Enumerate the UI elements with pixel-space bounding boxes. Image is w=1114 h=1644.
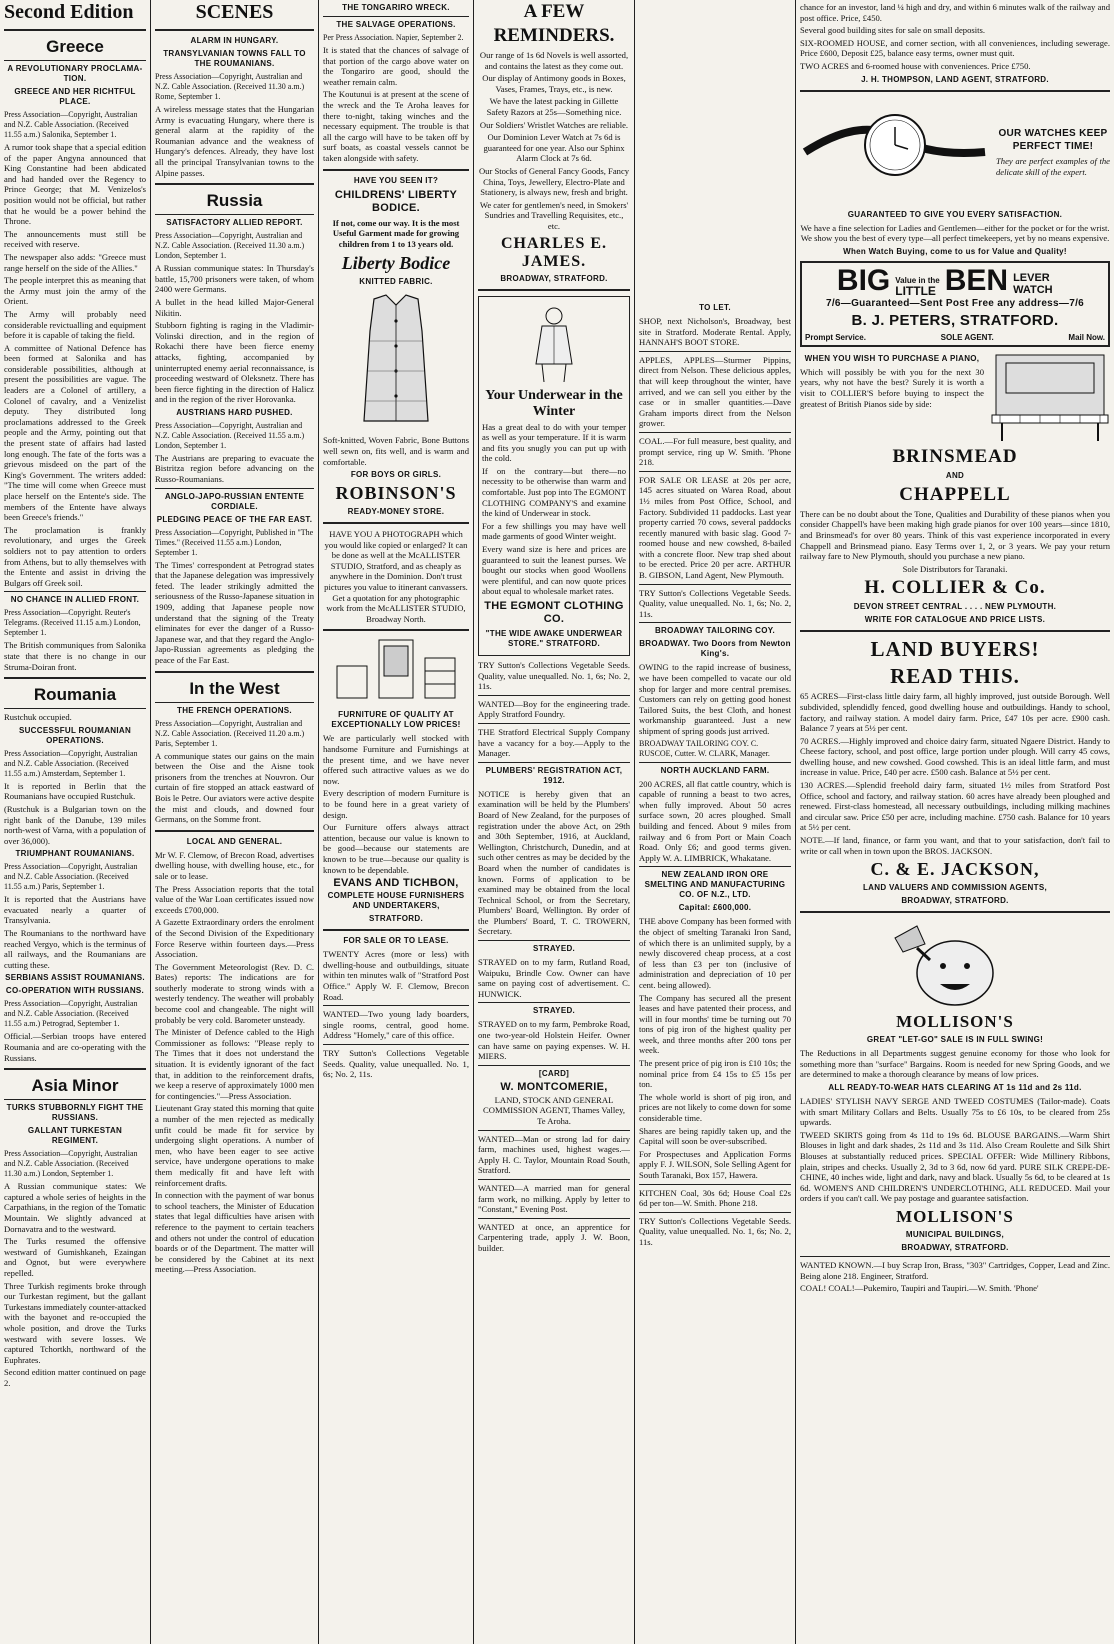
ad-subheading: FOR BOYS OR GIRLS. [350, 470, 442, 480]
big-ben-ad [800, 261, 1110, 347]
ad-trademark: KNITTED FABRIC. [359, 277, 433, 287]
article-paragraph: A Russian communique states: In Thursday's battle, 15,700 prisoners were taken, of whom 2400 were Germans. [155, 263, 314, 295]
ad-footer: Mail Now. [1068, 332, 1105, 342]
subheading: THE FRENCH OPERATIONS. [177, 705, 292, 715]
ad-subheading: Capital: £600,000. [678, 903, 752, 913]
ad-subheading: BROADWAY. Two Doors from Newton King's. [639, 639, 791, 659]
furniture-icon [331, 636, 461, 706]
article-paragraph: It is reported that the Austrians have evacuated nearly a quarter of Transylvania. [4, 894, 146, 926]
section-heading-asia-minor: Asia Minor [31, 1076, 119, 1096]
ad-title: CHILDRENS' LIBERTY BODICE. [334, 188, 458, 214]
watches-title: OUR WATCHES KEEP PERFECT TIME! [998, 127, 1108, 152]
ad-town: STRATFORD. [369, 914, 423, 924]
article-paragraph: Rustchuk occupied. [4, 712, 72, 723]
article-paragraph: A Gazette Extraordinary orders the enrolment of the Second Division of the Expeditionary Force Reserve within fourteen days.—Press Association. [155, 917, 314, 960]
article-paragraph: (Rustchuk is a Bulgarian town on the right bank of the Danube, 139 miles north-west of Varna, with a population of over 36,000). [4, 803, 146, 846]
section-heading-west: In the West [189, 678, 280, 698]
brinsmead-title: BRINSMEAD [892, 445, 1018, 467]
classified-ad: WANTED—Man or strong lad for dairy farm, machines used, highest wages.—Apply H. C. Taylor, Mountain Road South, Stratford. [478, 1133, 630, 1176]
article-paragraph: A wireless message states that the Hungarian Army is evacuating Hungary, where there is general alarm at the rapidity of the Roumanian advance and the weakness of Hungary's defences. Already, they have lost all the principal Transylvanian towns to the Alpine passes. [155, 104, 314, 178]
ad-text: 65 ACRES—First-class little dairy farm, all highly improved, just outside Borough. Well subdivided, splendidly fenced, good dwelling house and outbuildings. Handy to school, factory, and railway station. A model dairy farm. Price, £47 10s per acre. £900 cash. Balance 7 years at 5½ per cent. [800, 691, 1110, 734]
subheading: TRIUMPHANT ROUMANIANS. [15, 849, 135, 859]
ad-subheading: AND [945, 470, 965, 480]
ad-small-text: Value in the [895, 275, 940, 285]
classified-ad: WANTED KNOWN.—I buy Scrap Iron, Brass, "303" Cartridges, Copper, Lead and Zinc. Being alone 218. Engineer, Stratford. [800, 1259, 1110, 1281]
subheading: ANGLO-JAPO-RUSSIAN ENTENTE CORDIALE. [164, 491, 305, 511]
article-paragraph: A rumor took shape that a special edition of the paper Angyna announced that King Constantine had been abdicated and had handed over the Regency to Prince George; that M. Venizelos's position would not be official, but rather that he would be a power behind the Throne. [4, 142, 146, 227]
classified-ad: Shares are being rapidly taken up, and the Capital will soon be over-subscribed. [639, 1125, 791, 1147]
ad-subheading: GUARANTEED TO GIVE YOU EVERY SATISFACTION. [847, 209, 1063, 219]
ad-text: Our Furniture offers always attract attention, because our value is known to be good—because our statements are known to be true—because our quality is known to be dependable. [323, 822, 469, 875]
subheading: ALARM IN HUNGARY. [190, 36, 279, 45]
ad-subheading: MUNICIPAL BUILDINGS, [905, 1229, 1005, 1239]
subheading: SATISFACTORY ALLIED REPORT. [166, 218, 303, 228]
subheading: SUCCESSFUL ROUMANIAN OPERATIONS. [18, 725, 132, 745]
ad-text: Has a great deal to do with your temper as well as your temperature. If it is warm and fits you snugly you can put up with the cold. [482, 421, 626, 464]
collier-title: H. COLLIER & Co. [864, 577, 1046, 599]
classified-ad: SIX-ROOMED HOUSE, and corner section, with all conveniences, including sewerage. Price £600, Deposit £25, balance easy terms, owner must quit. [800, 37, 1110, 59]
ad-text: We have a fine selection for Ladies and Gentlemen—either for the pocket or for the wrist. We show you the best of every type—all perfect timekeepers, yet by no means expensive. [800, 222, 1110, 244]
article-paragraph: The announcements must still be received with reserve. [4, 228, 146, 250]
classified-ad: STRAYED on to my farm, Pembroke Road, one two-year-old Holstein Heifer. Owner can have same on paying expenses. W. H. MIERS. [478, 1019, 630, 1062]
ad-address: BROADWAY, STRATFORD. [500, 273, 608, 283]
credit-line: Press Association—Copyright, Australian and N.Z. Cable Association. (Received 11.55 a.m.) Salonika, September 1. [4, 110, 138, 139]
section-heading-russia: Russia [206, 191, 263, 211]
credit-line: Press Association—Copyright, Australian and N.Z. Cable Association. (Received 11.55 a.m.) Petrograd, September 1. [4, 999, 138, 1029]
article-paragraph: The newspaper also adds: "Greece must range herself on the side of the Allies." [4, 251, 146, 273]
ad-footer: SOLE AGENT. [940, 332, 994, 342]
column-3 [319, 0, 473, 1644]
credit-line: Press Association—Copyright, Published in "The Times." (Received 11.55 a.m.) London, September 1. [155, 527, 314, 557]
article-paragraph: The Minister of Defence cabled to the High Commissioner as follows: "Please reply to The Times that it does not understand the situation. It is evidently ignorant of the fact that, in addition to the reinforcement drafts, we keep a reserve of approximately 1000 men for contingencies."—Press Association. [155, 1027, 314, 1101]
classified-ad: COAL! COAL!—Pukemiro, Taupiri and Taupiri.—W. Smith. 'Phone' [800, 1283, 1039, 1294]
liberty-bodice-logo: Liberty Bodice [341, 253, 451, 274]
credit-line: Press Association—Copyright, Australian and N.Z. Cable Association. (Received 11.55 a.m.) Paris, September 1. [4, 862, 138, 892]
ad-address: DEVON STREET CENTRAL . . . . NEW PLYMOUTH. [853, 602, 1057, 612]
classified-ad: SHOP, next Nicholson's, Broadway, best site in Stratford. Moderate Rental. Apply, HANNAH'S BOOT STORE. [639, 316, 791, 348]
article-paragraph: Three Turkish regiments broke through our Turkestan regiment, but the gallant Turkestans immediately counter-attacked with the bayonet and re-occupied the whole position, and drove the Turks westward with severe losses. We captured Tchortkh, northward of the Euphrates. [4, 1280, 146, 1365]
article-paragraph: The Times' correspondent at Petrograd states that the Japanese delegation was impressively feted. The leader strikingly admitted the seriousness of the Russo-Japanese situation in 1909, adding that Japanese people now understand that the signing of the Treaty eliminates for ever the danger of a Russo-Japanese war, and that they regard the Anglo-Japo-Russian agreements as pledging the peace of the Far East. [155, 559, 314, 665]
section-heading-roumania: Roumania [33, 685, 117, 705]
mollisons-title: MOLLISON'S [896, 1206, 1014, 1226]
ad-text: Soft-knitted, Woven Fabric, Bone Buttons well sewn on, fits well, and is warm and comfortable. [323, 435, 469, 467]
card-label: [CARD] [538, 1068, 570, 1078]
ad-text: The Reductions in all Departments suggest genuine economy for those who look for something more than "surface" Bargains. Room is needed for new Spring Goods, and we are determined to make a thorough clearance by means of low prices. [800, 1048, 1110, 1080]
classified-ad: THE above Company has been formed with the object of smelting Taranaki Iron Sand, of which there is an unlimited supply, by a newly discovered cheap process, at a cost of less than £3 per ton (inclusive of administration and depreciation of 10 per cent. being allowed). [639, 916, 791, 990]
ad-small-text: LITTLE [895, 283, 936, 298]
land-buyers-title: LAND BUYERS! [870, 637, 1040, 662]
ad-question: HAVE YOU SEEN IT? [353, 175, 439, 185]
headline: THE TONGARIRO WRECK. [342, 3, 450, 12]
classified-ad: 200 ACRES, all flat cattle country, which is capable of running a beast to two acres, when fully improved. About 50 acres surface sown, 20 acres ploughed. Small building and fenced. About 9 miles from railway and 6 from Port or Main Coach Road. Only £6; and good terms given. Apply W. A. LIMBRICK, Whakatane. [639, 778, 791, 863]
wristwatch-icon [800, 97, 990, 207]
classified-ad: TRY Sutton's Collections Vegetable Seeds. Quality, value unequalled. No. 1, 6s; No. 2, 11s. [323, 1047, 469, 1080]
classified-heading: TO LET. [699, 303, 731, 312]
credit-line: Press Association—Copyright, Australian and N.Z. Cable Association. (Received 11.55 a.m.) Amsterdam, September 1. [4, 748, 138, 778]
classified-ad: Several good building sites for sale on small deposits. [800, 25, 985, 36]
ad-text: For a few shillings you may have well made garments of good Winter weight. [482, 520, 626, 542]
credit-line: Per Press Association. Napier, September 2. [323, 33, 464, 42]
article-paragraph: Second edition matter continued on page 2. [4, 1367, 146, 1388]
piano-icon [990, 351, 1110, 443]
classified-heading: NEW ZEALAND IRON ORE SMELTING AND MANUFACTURING CO. OF N.Z., LTD. [644, 870, 786, 900]
ad-text: Our Dominion Lever Watch at 7s 6d is guaranteed for one year. Also our Sphinx Alarm Clock at 7s 6d. [483, 132, 625, 164]
subheading: THE SALVAGE OPERATIONS. [336, 20, 456, 29]
ad-address: BROADWAY, STRATFORD. [901, 896, 1009, 906]
ad-title: FURNITURE OF QUALITY AT EXCEPTIONALLY LOW PRICES! [331, 710, 461, 730]
montgomerie-title: W. MONTCOMERIE, [500, 1080, 608, 1093]
underwear-figure-icon [524, 304, 584, 384]
ad-subheading: When Watch Buying, come to us for Value and Quality! [843, 246, 1067, 256]
article-paragraph: Mr W. F. Clemow, of Brecon Road, advertises dwelling house, with dwelling house, etc., for sale or to lease. [155, 849, 314, 881]
underwear-ad [478, 296, 630, 657]
article-paragraph: Lieutenant Gray stated this morning that quite a number of the men rejected as medically unfit could be made fit for service by undergoing slight operations. A number of men, who have been eager to see active service, have undergone operations to make them medically fit and have left with reinforcement drafts. [155, 1103, 314, 1188]
article-paragraph: The Roumanians to the northward have reached Vergyo, which is the terminus of all railways, and the Roumanians are cutting these. [4, 928, 146, 970]
ad-small-text: LEVER WATCH [1013, 271, 1053, 296]
classified-ad: THE Stratford Electrical Supply Company have a vacancy for a boy.—Apply to the Manager. [478, 726, 630, 759]
classified-ad: WANTED—Two young lady boarders, single rooms, central, good home. Address "Homely," care of this office. [323, 1009, 469, 1041]
article-paragraph: A communique states our gains on the main between the Oise and the Aisne took prisoners from the trenches at Nouvron. Our curtain of fire stopped an attack eastward of Bois le Petre. Our aviators were active despite the mist and clouds, and downed four Germans, on the Somme front. [155, 750, 314, 825]
subheading: LOCAL AND GENERAL. [186, 836, 283, 846]
credit-line: Press Association—Copyright, Australian and N.Z. Cable Association. (Received 11.30 a.m.) London, September 1. [155, 231, 305, 261]
piano-title: WHEN YOU WISH TO PURCHASE A PIANO, [804, 353, 980, 363]
classified-heading: STRAYED. [532, 944, 576, 954]
article-paragraph: The British communiques from Salonika state that there is no change in our Struma-Doiran front. [4, 640, 146, 672]
article-paragraph: The Army will probably need considerable revictualling and equipment before it is capable of taking the field. [4, 308, 146, 341]
ad-subheading: READY-MONEY STORE. [347, 507, 445, 517]
classified-ad: STRAYED on to my farm, Rutland Road, Waipuku, Brindle Cow. Owner can have same on paying cost of advertisement. C. HUNWICK. [478, 957, 630, 999]
subheading: TURKS STUBBORNLY FIGHT THE RUSSIANS. [6, 1103, 144, 1123]
ad-subheading: ALL READY-TO-WEAR HATS CLEARING AT 1s 11d and 2s 11d. [828, 1083, 1082, 1092]
classified-ad: The present price of pig iron is £10 10s; the nominal price from £4 15s to £5 15s per ton. [639, 1058, 791, 1090]
reminders-title: A FEW REMINDERS. [493, 1, 615, 46]
ad-text: NOTE.—If land, finance, or farm you want, and that to your satisfaction, don't fail to write or call when in town upon the BROS. JACKSON. [800, 835, 1110, 856]
ad-text: If not, come our way. It is the most Useful Garment made for growing children from 1 to 13 years old. [332, 217, 460, 249]
article-paragraph: The people interpret this as meaning that the Army must join the army of the Orient. [4, 275, 146, 307]
classified-heading: STRAYED. [532, 1006, 576, 1016]
column-1 [0, 0, 150, 1644]
classified-ad: The whole world is short of pig iron, and prices are not likely to come down for some considerable time. [639, 1091, 791, 1124]
ad-text: Our display of Antimony goods in Boxes, Vases, Frames, Trays, etc., is new. [482, 73, 626, 94]
classified-ad: OWING to the rapid increase of business, we have been compelled to vacate our old shop for larger and more central premises. Customers can rely on getting good honest Tailored Suits, the best Cloth, and honest workmanship guaranteed. Just a new shipment of spring goods just arrived. [639, 662, 791, 736]
ad-text: We have the latest packing in Gillette Safety Razors at 25s—Something nice. [486, 96, 622, 117]
column-heading: SCENES [195, 1, 274, 23]
classified-ad: WANTED—Boy for the engineering trade. Apply Stratford Foundry. [478, 698, 630, 720]
credit-line: Press Association—Copyright, Australian and N.Z. Cable Association. (Received 11.30 a.m.) London, September 1. [4, 1149, 138, 1179]
ad-title: Your Underwear in the Winter [485, 387, 623, 419]
article-paragraph: The Turks resumed the offensive westward of Gumishkaneh, Ezaingan and Ognot, but were everywhere repelled. [4, 1236, 146, 1278]
edition-heading: Second Edition [4, 1, 134, 23]
ad-footer: Prompt Service. [805, 332, 866, 342]
subheading: GALLANT TURKESTAN REGIMENT. [27, 1126, 123, 1146]
ad-text: If on the contrary—but there—no necessity to be otherwise than warm and comfortable. Just pop into The EGMONT CLOTHING COMPANY'S and examine the kind of Underwear in stock. [482, 465, 627, 519]
article-paragraph: A bullet in the head killed Major-General Nikitin. [155, 296, 314, 318]
classified-ad: NOTICE is hereby given that an examination will be held by the Plumbers' Board of New Zealand, for the purposes of registration under the above Act, on 29th and 30th September, 1916, at Auckland, Wellington, Christchurch, Dunedin, and at such other centres as may be decided by the Board when the number of candidates is known. Forms of application to be examined may be obtained from the local Technical School, or from the Secretary, Plumbers' Board, Wellington. By order of the Plumbers' Board, T. C. TROWERN, Secretary. [478, 788, 630, 937]
classified-heading: BROADWAY TAILORING COY. [654, 626, 776, 636]
bell-ringer-figure-icon [855, 918, 1055, 1008]
subheading: PLEDGING PEACE OF THE FAR EAST. [156, 514, 313, 524]
charles-james-title: CHARLES E. JAMES. [500, 234, 608, 270]
photograph-ad: HAVE YOU A PHOTOGRAPH which you would like copied or enlarged? It can be done as well at the McALLISTER STUDIO, Stratford, and as cheaply as anywhere in the Dominion. Don't trust pictures you value to itinerant canvassers. Get a quotation for any photographic work from the McALLISTER STUDIO, Broadway North. [324, 529, 468, 624]
classified-ad: For Prospectuses and Application Forms apply F. J. WILSON, Sole Selling Agent for South Taranaki, Box 157, Hawera. [639, 1148, 791, 1180]
mollisons-title: MOLLISON'S [896, 1012, 1014, 1032]
robinsons-title: ROBINSON'S [335, 483, 457, 504]
land-buyers-title: READ THIS. [890, 664, 1020, 689]
subheading: A REVOLUTIONARY PROCLAMA-TION. [7, 64, 143, 83]
article-paragraph: The Press Association reports that the total value of the War Loan certificates issued now exceeds £700,000. [155, 883, 314, 915]
column-6 [796, 0, 1114, 1644]
classified-ad: chance for an investor, land ¼ high and dry, and within 6 minutes walk of the railway and post office. Price, £450. [800, 2, 1110, 23]
classified-ad: TRY Sutton's Collections Vegetable Seeds. Quality, value unequalled. No. 1, 6s; No. 2, 11s. [478, 660, 630, 692]
article-paragraph: The Koutunui is at present at the scene of the wreck and the Te Aroha leaves for there to-night, taking winches and the necessary equipment. The trouble is that all the cargo will have to be taken off by surf boats, as coastal vessels cannot be taken alongside with safety. [323, 89, 469, 163]
classified-ad: TWENTY Acres (more or less) with dwelling-house and outbuildings, situate within ten minutes walk of "Stratford Post Office." Apply W. F. Clemow, Brecon Road. [323, 949, 469, 1002]
classified-ad: COAL.—For full measure, best quality, and prompt service, ring up W. Smith. 'Phone 218. [639, 435, 791, 468]
column-2 [151, 0, 318, 1644]
article-paragraph: A Russian communique states: We captured a whole series of heights in the Carpathians, in the region of the Tomatic Mountain. We slightly advanced at Dornavatra and to the westward. [4, 1181, 146, 1234]
subheading: SERBIANS ASSIST ROUMANIANS. [5, 973, 145, 983]
ad-text: Every description of modern Furniture is to be found here in a great variety of design. [323, 788, 469, 820]
article-paragraph: It is reported in Berlin that the Roumanians have occupied Rustchuk. [4, 780, 146, 802]
credit-line: Press Association—Copyright. Reuter's Telegrams. (Received 11.15 a.m.) London, September 1. [4, 608, 141, 638]
subheading: GREECE AND HER RICHTFUL PLACE. [14, 87, 136, 106]
ad-subheading: COMPLETE HOUSE FURNISHERS AND UNDERTAKERS, [327, 891, 465, 911]
article-paragraph: Stubborn fighting is raging in the Vladimir-Volinski direction, and in the region of Rokachi there have been fierce enemy attacks, fighting, accompanied by uninterrupted enemy aerial reconnaissance, is proceeding westward of Oleksnetz. There has been fierce fighting in the direction of Halicz and in the region of the river Horovanka. [155, 320, 314, 405]
ad-text: TWEED SKIRTS going from 4s 11d to 19s 6d. BLOUSE BARGAINS.—Warm Shirt Blouses in light and dark shades, 2s 11d and 3s 11d. Also Cream Roulette and Silk Shirt Blouses at substantially reduced prices. SPECIAL OFFER: Wide Millinery Ribbons, plain, stripes and checks. Usually 2, 3d to 3 6d, now 6d yard. PURE SILK CREPE-DE-CHINE, 40 inches wide, light and dark, navy and black. Usually 5s 6d, to be cleared at 1s 6d. WOMEN'S AND CHILDREN'S UNDERCLOTHING, ALL REDUCED. Mail your orders if you can't call. We pay postage and guarantee satisfaction. [800, 1129, 1110, 1204]
ad-text: 70 ACRES.—Highly improved and choice dairy farm, situated Ngaere District. Handy to Cheese factory, school, and post office, large portion under plough. Will carry 45 cows, dwelling house, and new cowshed. Good cowshed. This is an ideal little farm, and must increase in value. Price, £40 per acre. £500 cash. Balance at 5½ per cent. [800, 735, 1110, 778]
classified-ad: WANTED—A married man for general farm work, no milking. Apply by letter to "Constant," Evening Post. [478, 1182, 630, 1215]
column-5 [635, 0, 795, 1644]
ad-text: They are perfect examples of the delicate skill of the expert. [996, 155, 1110, 177]
classified-heading: PLUMBERS' REGISTRATION ACT, 1912. [485, 765, 623, 785]
bodice-garment-icon [346, 291, 446, 431]
credit-line: Press Association—Copyright, Australian and N.Z. Cable Association. (Received 11.20 a.m.) Paris, September 1. [155, 718, 305, 748]
classified-ad: TRY Sutton's Collections Vegetable Seeds. Quality, value unequalled. No. 1, 6s; No. 2, 11s. [639, 587, 791, 619]
ad-subheading: LAND VALUERS AND COMMISSION AGENTS, [863, 883, 1047, 893]
subheading: NO CHANCE IN ALLIED FRONT. [10, 595, 140, 605]
credit-line: Press Association—Copyright, Australian and N.Z. Cable Association. (Received 11.30 a.m.) Rome, September 1. [155, 72, 305, 101]
classified-ad: FOR SALE OR LEASE at 20s per acre, 145 acres situated on Warea Road, about 1½ miles from Post Office, School, and Factory. Subdivided 11 paddocks. Last year property carried 70 cows, several paddocks recently manured with basic slag. Good 7-roomed house and new cowshed, 8-bailed with a concrete floor. New trap shed about to be erected. Price 20 per acre. ARTHUR B. GIBSON, Land Agent, New Plymouth. [639, 474, 791, 581]
ad-price: 7/6—Guaranteed—Sent Post Free any address—7/6 [825, 297, 1085, 309]
ad-signature: J. H. THOMPSON, LAND AGENT, STRATFORD. [861, 74, 1049, 84]
classified-ad: APPLES, APPLES—Sturmer Pippins, direct from Nelson. These delicious apples, that will keep throughout the winter, have arrived, and we can sell you either by the case or in smaller quantities.—Dave Graham imports direct from the Nelson grower. [639, 354, 791, 429]
article-paragraph: The Austrians are preparing to evacuate the Bistritza region before advancing on the Russo-Roumanians. [155, 452, 314, 485]
peters-name: B. J. PETERS, STRATFORD. [851, 311, 1059, 329]
section-heading-greece: Greece [46, 37, 104, 56]
ad-subheading: GREAT "LET-GO" SALE IS IN FULL SWING! [866, 1035, 1044, 1045]
evans-tichbon-title: EVANS AND TICHBON, [333, 877, 459, 890]
ad-text: Our Soldiers' Wristlet Watches are reliable. [479, 119, 629, 130]
ad-text: LADIES' STYLISH NAVY SERGE AND TWEED COSTUMES (Tailor-made). Coats with smart Military Collars and Belts. Usually 75s to £6 10s, to be cleared from 25s upwards. [800, 1096, 1110, 1128]
chappell-title: CHAPPELL [899, 483, 1011, 505]
ad-big-text: BIG [836, 263, 891, 297]
classified-ad: TRY Sutton's Collections Vegetable Seeds. Quality, value unequalled. No. 1, 6s; No. 2, 11s. [639, 1215, 791, 1247]
ad-text: Our Stocks of General Fancy Goods, Fancy China, Toys, Jewellery, Electro-Plate and Stationery, is always new, fresh and bright. [478, 165, 630, 198]
ad-text: 130 ACRES.—Splendid freehold dairy farm, situated 1½ miles from Stratford Post Office, school and factory, and railway station. 60 acres have already been ploughed and renewed. First-class homestead, all necessary outbuildings, including milking machines and circular saw. Price £50 per acre, including machine. £750 cash. Balance for 10 years at 5½ per cent. [800, 780, 1110, 833]
ad-text: Sole Distributors for Taranaki. [902, 563, 1008, 574]
ad-text: Every wand size is here and prices are guaranteed to suit the leanest purses. We bought our stocks when good Woollens were plentiful, and can now quote prices about equal to wholesale market rates. [482, 544, 626, 597]
credit-line: Press Association—Copyright, Australian and N.Z. Cable Association. (Received 11.55 a.m.) London, September 1. [155, 420, 305, 450]
article-paragraph: The Government Meteorologist (Rev. D. C. Bates) reports: The indications are for southerly moderate to strong winds with a westerly tendency. The weather will probably become cool and changeable. The night will probably be very cold. Barometer unsteady. [155, 961, 314, 1025]
ad-text: Which will possibly be with you for the next 30 years, why not have the best? Surely it is worth a visit to COLLIER'S before buying to inspect the greatest of British Pianos side by side: [800, 366, 984, 409]
ad-address: BROADWAY, STRATFORD. [901, 1242, 1009, 1252]
classified-ad: TWO ACRES and 6-roomed house with conveniences. Price £750. [800, 60, 1031, 71]
classified-ad: KITCHEN Coal, 30s 6d; House Coal £2s 6d per ton—W. Smith. Phone 218. [639, 1187, 791, 1209]
classified-heading: FOR SALE OR TO LEASE. [343, 936, 449, 946]
article-paragraph: Official.—Serbian troops have entered Roumania and are co-operating with the Russians. [4, 1031, 146, 1063]
egmont-clothing-title: THE EGMONT CLOTHING CO. [484, 600, 624, 625]
classified-ad: WANTED at once, an apprentice for Carpentering trade, apply J. W. Boon, builder. [478, 1221, 630, 1253]
subheading: TRANSYLVANIAN TOWNS FALL TO THE ROUMANIANS. [163, 49, 306, 68]
jackson-title: C. & E. JACKSON, [870, 859, 1040, 880]
article-paragraph: The proclamation is frankly revolutionary, and urges the Greek soldiers not to pay attention to orders from Athens, but to ally themselves with the Entente and assist in driving the Bulgars off Greek soil. [4, 524, 146, 588]
ad-text: Our range of 1s 6d Novels is well assorted, and contains the latest as they come out. [479, 50, 629, 71]
ad-text: There can be no doubt about the Tone, Qualities and Durability of these pianos when you consider Chappell's have been making high grade pianos for over 100 years—since 1810, and Brinsmead's for over 80 years. Think of this vast experience incorporated in every Chappell and Brinsmead piano. Easy Terms over 1, 2, or 3 years. We pay your return railway fare to New Plymouth, should you purchase a new piano. [800, 508, 1110, 562]
ad-signature: BROADWAY TAILORING COY. C. RUSCOE, Cutter. W. CLARK, Manager. [639, 738, 770, 758]
classified-ad: LAND, STOCK AND GENERAL COMMISSION AGENT, Thames Valley, Te Aroha. [483, 1094, 625, 1126]
ad-subheading: WRITE FOR CATALOGUE AND PRICE LISTS. [864, 615, 1046, 625]
article-paragraph: In connection with the payment of war bonus to school teachers, the Minister of Education states that legal difficulties have arisen with reference to the payment to certain teachers and others not under the control of education boards or of the Department. The matter will be considered by the Cabinet at its next meeting.—Press Association. [155, 1190, 314, 1275]
ad-text: We are particularly well stocked with handsome Furniture and Furnishings at the present time, and we have never offered such attractive values as we do now. [323, 733, 469, 786]
classified-heading: NORTH AUCKLAND FARM. [660, 765, 770, 775]
subheading: AUSTRIANS HARD PUSHED. [176, 407, 293, 417]
classified-ad: The Company has secured all the present leases and have patented their process, and will in four months' time be turning out 70 tons of pig iron of the highest quality per week, and three months after 200 tons per week. [639, 992, 791, 1056]
article-paragraph: It is stated that the chances of salvage of that portion of the cargo above water on the Tongariro are good, should the weather remain calm. [323, 45, 469, 87]
article-paragraph: A committee of National Defence has been formed at Salonika and has considerable possibilities, although at present the possibilities are vague. The leaders are a Colonel of artillery, a Colonel of cavalry, and a Venizelist deputy. They distributed long proclamations addressed to the Greek people and the Army, pointing out that the present state of affairs had lasted long enough. The fate of the forts was a grievous misdeed on the part of the King's Government. The writers added: "The time will come when Greece must place herself on the Entente's side. The members of the Entente have always been Greece's friends." [4, 342, 146, 523]
ad-text: We cater for gentlemen's need, in Smokers' Sundries and Travelling Requisites, etc., etc. [479, 199, 629, 231]
ad-big-text: BEN [944, 263, 1009, 297]
subheading: CO-OPERATION WITH RUSSIANS. [5, 986, 145, 996]
ad-subheading: "THE WIDE AWAKE UNDERWEAR STORE." STRATFORD. [485, 629, 623, 648]
column-4 [474, 0, 634, 1644]
